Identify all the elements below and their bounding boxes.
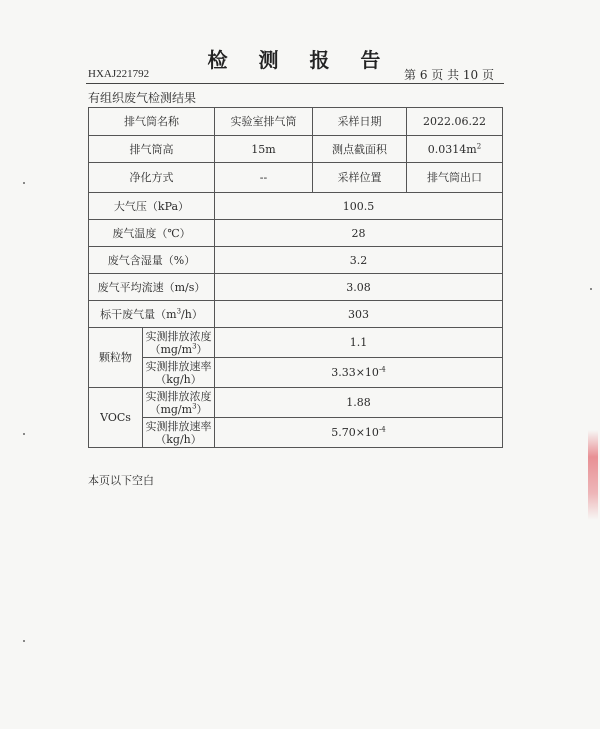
- report-title: 检 测 报 告: [207, 48, 393, 72]
- conc-label-superscript: 3: [192, 341, 197, 350]
- pressure-label: 大气压（kPa）: [89, 193, 215, 220]
- scan-speck: [23, 433, 25, 435]
- section-area-superscript: 2: [476, 141, 482, 150]
- report-number: HXAJ221792: [88, 68, 150, 80]
- sampling-position-label: 采样位置: [313, 163, 407, 193]
- section-area-value: [407, 136, 503, 163]
- conc-label-line2-post: ）: [196, 342, 208, 356]
- velocity-label: 废气平均流速（m/s）: [89, 274, 215, 301]
- section-area-label: 测点截面积: [313, 136, 407, 163]
- section-title: 有组织废气检测结果: [88, 91, 197, 105]
- flow-label: [89, 301, 215, 328]
- flow-value: 303: [215, 301, 503, 328]
- flow-label-pre: 标干废气量（m: [100, 307, 177, 321]
- scan-speck: [23, 182, 25, 184]
- blank-below-note: 本页以下空白: [88, 474, 154, 487]
- table-row: [89, 220, 503, 247]
- table-row: [89, 301, 503, 328]
- voc-rate-value: [215, 418, 503, 448]
- scan-speck: [23, 640, 25, 642]
- conc-label-line2-pre: （mg/m: [149, 402, 193, 416]
- rate-label-line1: 实测排放速率: [145, 359, 212, 373]
- pressure-value: 100.5: [215, 193, 503, 220]
- sampling-position-value: 排气筒出口: [407, 163, 503, 193]
- table-row: [89, 247, 503, 274]
- pm-rate-label: [143, 358, 215, 388]
- velocity-value: 3.08: [215, 274, 503, 301]
- moisture-label: 废气含湿量（%）: [89, 247, 215, 274]
- outlet-name-value: 实验室排气筒: [215, 108, 313, 136]
- flow-label-superscript: 3: [176, 306, 182, 315]
- pm-group-label: 颗粒物: [89, 328, 143, 388]
- table-row: [89, 418, 503, 448]
- moisture-value: 3.2: [215, 247, 503, 274]
- rate-label-line2: （kg/h）: [155, 372, 202, 386]
- conc-label-line1: 实测排放浓度: [145, 389, 212, 403]
- page-number: 第 6 页 共 10 页: [404, 68, 494, 82]
- table-row: [89, 163, 503, 193]
- table-row: [89, 136, 503, 163]
- exhaust-gas-result-table: [88, 107, 503, 448]
- conc-label-line1: 实测排放浓度: [145, 329, 212, 343]
- sampling-date-label: 采样日期: [313, 108, 407, 136]
- table-row: [89, 388, 503, 418]
- voc-conc-value: 1.88: [215, 388, 503, 418]
- sampling-date-value: 2022.06.22: [407, 108, 503, 136]
- rate-label-line1: 实测排放速率: [145, 419, 212, 433]
- outlet-name-label: 排气筒名称: [89, 108, 215, 136]
- pm-rate-value: [215, 358, 503, 388]
- purification-label: 净化方式: [89, 163, 215, 193]
- table-row: [89, 274, 503, 301]
- header-divider: [86, 83, 504, 84]
- voc-rate-base: 5.70×10: [331, 426, 379, 439]
- table-row: [89, 193, 503, 220]
- pm-conc-label: [143, 328, 215, 358]
- temperature-label: 废气温度（℃）: [89, 220, 215, 247]
- section-area-number: 0.0314m: [427, 142, 477, 156]
- pm-conc-value: 1.1: [215, 328, 503, 358]
- temperature-value: 28: [215, 220, 503, 247]
- voc-rate-label: [143, 418, 215, 448]
- pm-rate-base: 3.33×10: [331, 366, 379, 379]
- flow-label-post: /h）: [181, 307, 203, 321]
- rate-label-line2: （kg/h）: [155, 432, 202, 446]
- seal-stamp-edge: [588, 430, 598, 520]
- voc-rate-exponent: -4: [378, 425, 386, 434]
- purification-value: --: [215, 163, 313, 193]
- table-row: [89, 358, 503, 388]
- outlet-height-value: 15m: [215, 136, 313, 163]
- table-row: [89, 328, 503, 358]
- voc-group-label: VOCs: [89, 388, 143, 448]
- conc-label-superscript: 3: [192, 401, 197, 410]
- conc-label-line2-post: ）: [196, 402, 208, 416]
- voc-conc-label: [143, 388, 215, 418]
- table-row: [89, 108, 503, 136]
- outlet-height-label: 排气筒高: [89, 136, 215, 163]
- pm-rate-exponent: -4: [378, 365, 386, 374]
- conc-label-line2-pre: （mg/m: [149, 342, 193, 356]
- scan-speck: [590, 288, 592, 290]
